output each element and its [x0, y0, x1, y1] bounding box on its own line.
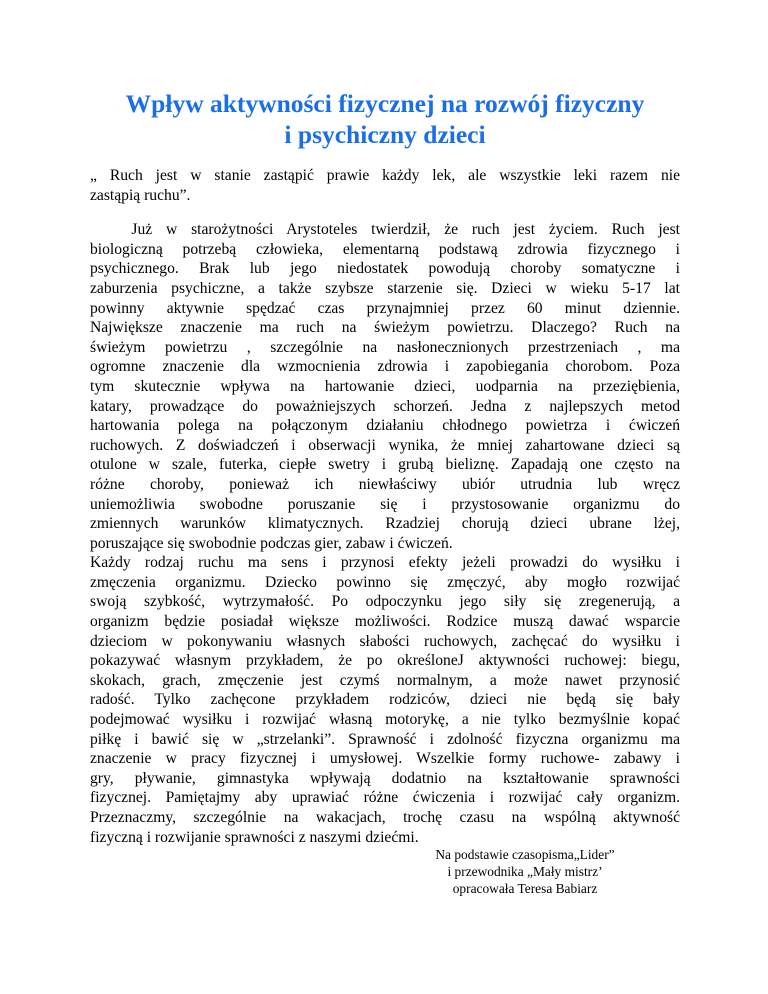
document-page	[90, 88, 680, 847]
body-line: piłkę i bawić się w „strzelanki”. Sprawność i zdolność fizyczna organizmu ma	[90, 730, 680, 748]
body-line: fizyczną i rozwijanie sprawności z naszymi dziećmi.	[90, 828, 419, 846]
body-line: gry, pływanie, gimnastyka wpływają dodatnio na kształtowanie sprawności	[90, 769, 680, 787]
opening-quote	[90, 166, 680, 205]
body-line: powinny aktywnie spędzać czas przynajmniej przez 60 minut dziennie.	[90, 299, 680, 317]
body-line: radość. Tylko zachęcone przykładem rodziców, dzieci nie będą się bały	[90, 691, 680, 709]
body-line: ogromne znaczenie dla wzmocnienia zdrowia i zapobiegania chorobom. Poza	[90, 358, 680, 376]
body-line: uniemożliwia swobodne poruszanie się i przystosowanie organizmu do	[90, 495, 680, 513]
body-line: pokazywać własnym przykładem, że po określoneJ aktywności ruchowej: biegu,	[90, 652, 680, 670]
source-attribution	[400, 846, 650, 898]
body-line: podejmować wysiłku i rozwijać własną motorykę, a nie tylko bezmyślnie kopać	[90, 711, 680, 729]
body-line: zmiennych warunków klimatycznych. Rzadziej chorują dzieci ubrane lżej,	[90, 515, 680, 533]
source-line: i przewodnika „Mały mistrz’	[447, 864, 603, 880]
body-line: Największe znaczenie ma ruch na świeżym powietrzu. Dlaczego? Ruch na	[90, 319, 680, 337]
body-line: organizm będzie posiadał większe możliwości. Rodzice muszą dawać wsparcie	[90, 613, 680, 631]
body-line: zmęczenia organizmu. Dziecko powinno się zmęczyć, aby mogło rozwijać	[90, 573, 680, 591]
body-line: świeżym powietrzu , szczególnie na nasłonecznionych przestrzeniach , ma	[90, 338, 680, 356]
body-line: Już w starożytności Arystoteles twierdził, że ruch jest życiem. Ruch jest	[90, 221, 680, 239]
body-line: Każdy rodzaj ruchu ma sens i przynosi efekty jeżeli prowadzi do wysiłku i	[90, 554, 680, 572]
body-line: różne choroby, ponieważ ich niewłaściwy ubiór utrudnia lub wręcz	[90, 475, 680, 493]
body-line: hartowania polega na połączonym działaniu chłodnego powietrza i ćwiczeń	[90, 417, 680, 435]
quote-line: „ Ruch jest w stanie zastąpić prawie każdy lek, ale wszystkie leki razem nie	[90, 167, 680, 184]
body-line: psychicznego. Brak lub jego niedostatek powodują choroby somatyczne i	[90, 260, 680, 278]
body-line: katary, prowadzące do poważniejszych schorzeń. Jedna z najlepszych metod	[90, 397, 680, 415]
quote-line: zastąpią ruchu”.	[90, 186, 191, 204]
body-line: swoją szybkość, wytrzymałość. Po odpoczynku jego siły się zregenerują, a	[90, 593, 680, 611]
body-line: znaczenie w pracy fizycznej i umysłowej. Wszelkie formy ruchowe- zabawy i	[90, 750, 680, 768]
article-body	[90, 220, 680, 847]
body-line: zaburzenia psychiczne, a także szybsze starzenie się. Dzieci w wieku 5-17 lat	[90, 279, 680, 297]
document-title	[90, 88, 680, 150]
body-line: tym skutecznie wpływa na hartowanie dzieci, uodparnia na przeziębienia,	[90, 377, 680, 395]
body-line: fizycznej. Pamiętajmy aby uprawiać różne ćwiczenia i rozwijać cały organizm.	[90, 789, 680, 807]
source-line: Na podstawie czasopisma„Lider”	[435, 847, 615, 862]
body-line: poruszające się swobodnie podczas gier, zabaw i ćwiczeń.	[90, 534, 453, 552]
body-line: ruchowych. Z doświadczeń i obserwacji wynika, że mniej zahartowane dzieci są	[90, 436, 680, 454]
body-line: Przeznaczmy, szczególnie na wakacjach, trochę czasu na wspólną aktywność	[90, 809, 680, 826]
title-line-1: Wpływ aktywności fizycznej na rozwój fizyczny	[125, 89, 645, 118]
body-line: biologiczną potrzebą człowieka, elementarną podstawą zdrowia fizycznego i	[90, 240, 680, 258]
body-line: skokach, grach, zmęczenie jest czymś normalnym, a może nawet przynosić	[90, 671, 680, 689]
body-line: otulone w szale, futerka, ciepłe swetry i grubą bieliznę. Zapadają one często na	[90, 456, 680, 474]
body-line: dzieciom w pokonywaniu własnych słabości ruchowych, zachęcać do wysiłku i	[90, 632, 680, 650]
author-line: opracowała Teresa Babiarz	[452, 881, 598, 897]
title-line-2: i psychiczny dzieci	[284, 120, 486, 149]
